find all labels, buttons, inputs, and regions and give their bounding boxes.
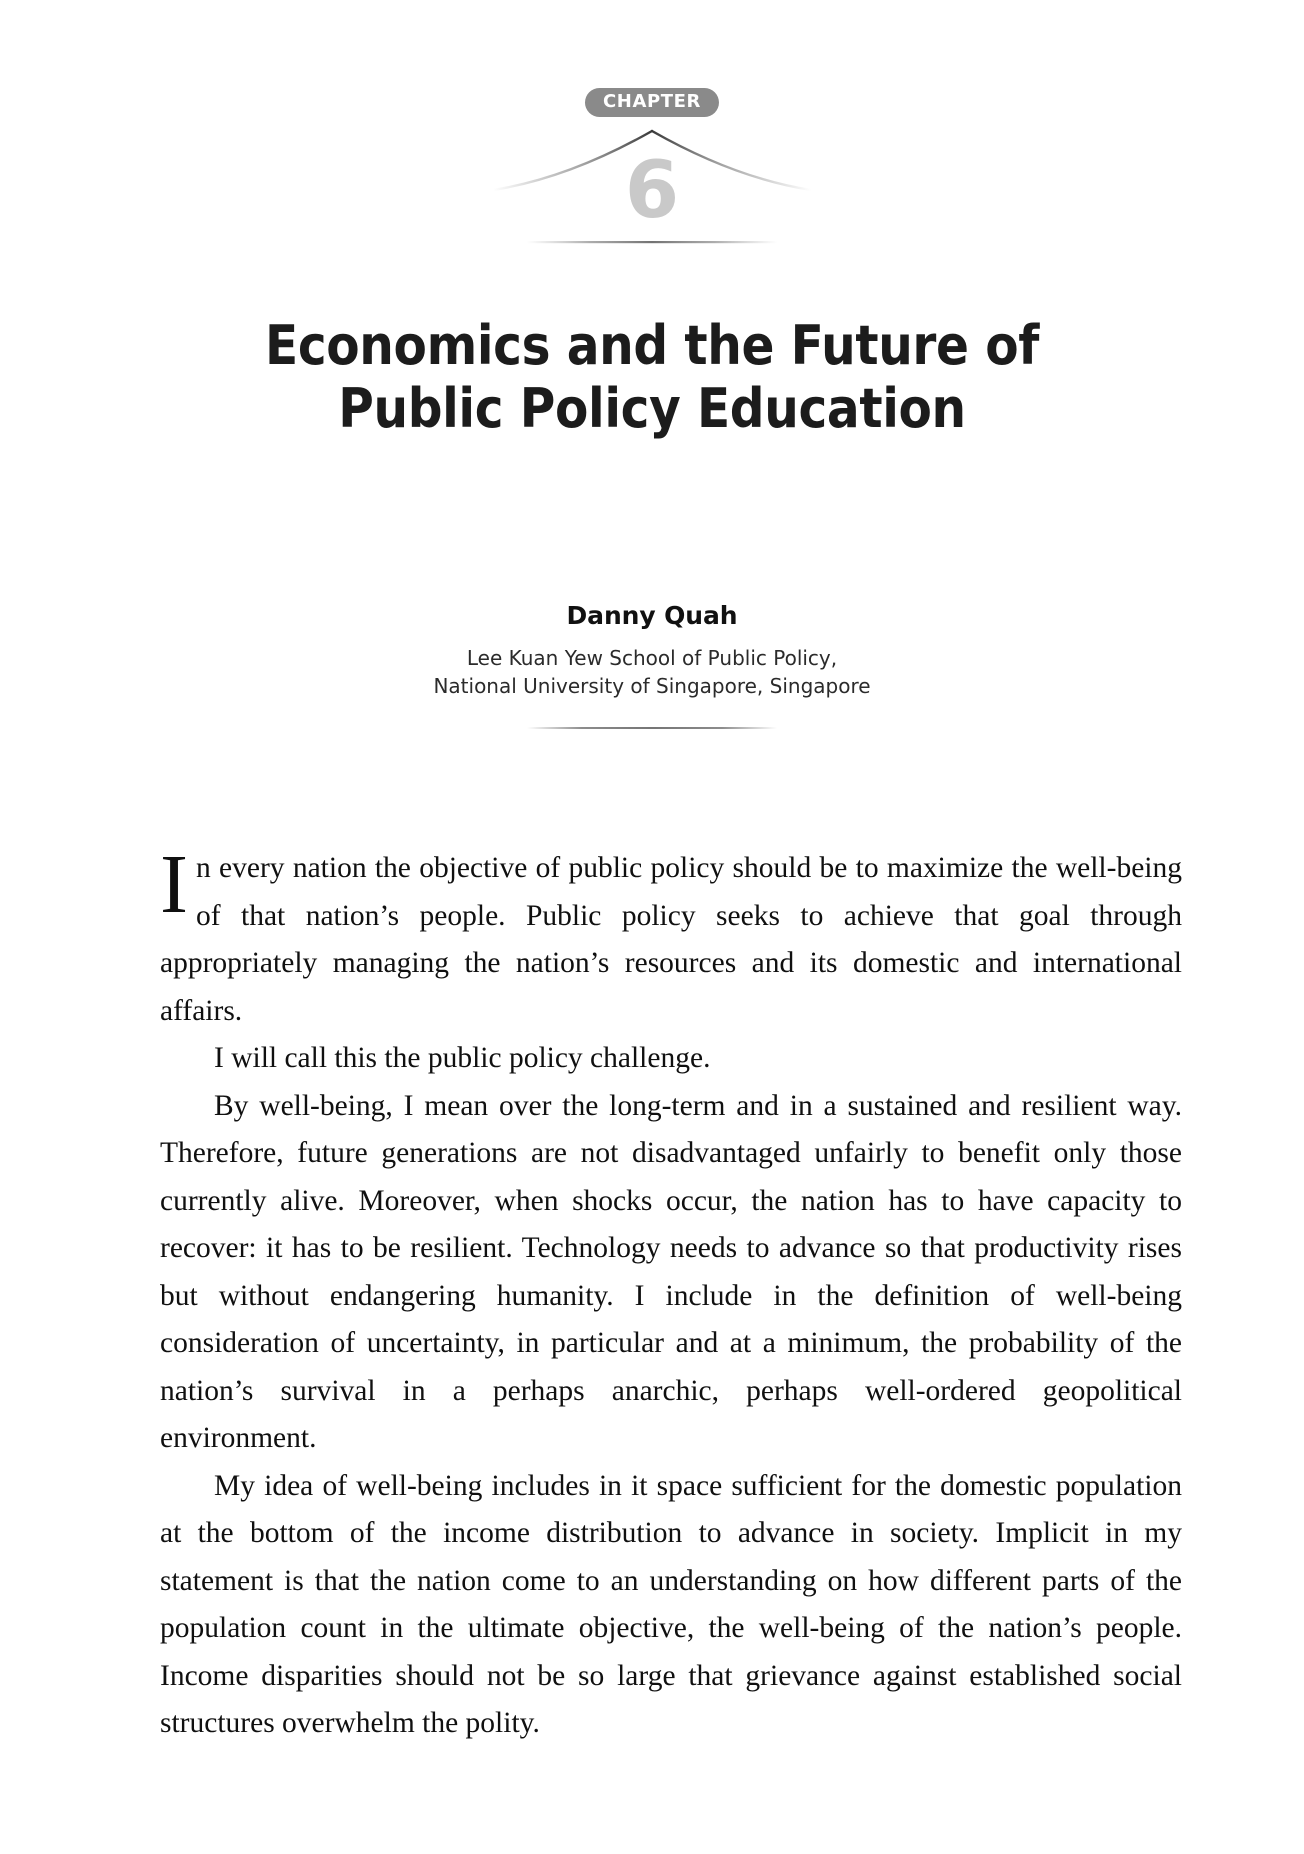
- paragraph-1: [160, 838, 1182, 1035]
- author-divider-rule: [527, 727, 777, 729]
- chapter-badge: CHAPTER: [585, 88, 719, 117]
- paragraph-1-text: n every nation the objective of public policy should be to maximize the well-being of that nation’s people. Public policy seeks to achieve that goal through appropriately managing the nation’s resources and its domestic and international affairs.: [160, 852, 1182, 1027]
- title-line-2: Public Policy Education: [338, 377, 966, 441]
- author-block: [152, 600, 1152, 700]
- affiliation-line-1: Lee Kuan Yew School of Public Policy,: [466, 645, 838, 670]
- author-name: Danny Quah: [566, 601, 738, 630]
- paragraph-2: I will call this the public policy challenge.: [214, 1042, 711, 1074]
- paragraph-3: By well-being, I mean over the long-term and in a sustained and resilient way. Therefore, future generations are not disadvantaged unfairly to benefit only those currently alive. Moreover, when shocks occur, the nation has to have capacity to recover: it has to be resilient. Technology needs to advance so that productivity rises but without endangering humanity. I include in the definition of well-being consideration of uncertainty, in particular and at a minimum, the probability of the nation’s survival in a perhaps anarchic, perhaps well-ordered geopolitical environment.: [160, 1089, 1182, 1454]
- chapter-ornament: [0, 80, 1304, 260]
- body-text: [160, 838, 1182, 1748]
- drop-cap: I: [160, 838, 188, 931]
- page-title: [202, 314, 1102, 440]
- title-line-1: Economics and the Future of: [264, 314, 1040, 378]
- affiliation-line-2: National University of Singapore, Singapore: [433, 673, 871, 698]
- paragraph-4: My idea of well-being includes in it space sufficient for the domestic population at the bottom of the income distribution to advance in society. Implicit in my statement is that the nation come to an understanding on how different parts of the population count in the ultimate objective, the well-being of the nation’s people. Income disparities should not be so large that grievance against established social structures overwhelm the polity.: [160, 1469, 1182, 1739]
- author-affiliation: [152, 644, 1152, 701]
- chapter-number: 6: [624, 146, 680, 236]
